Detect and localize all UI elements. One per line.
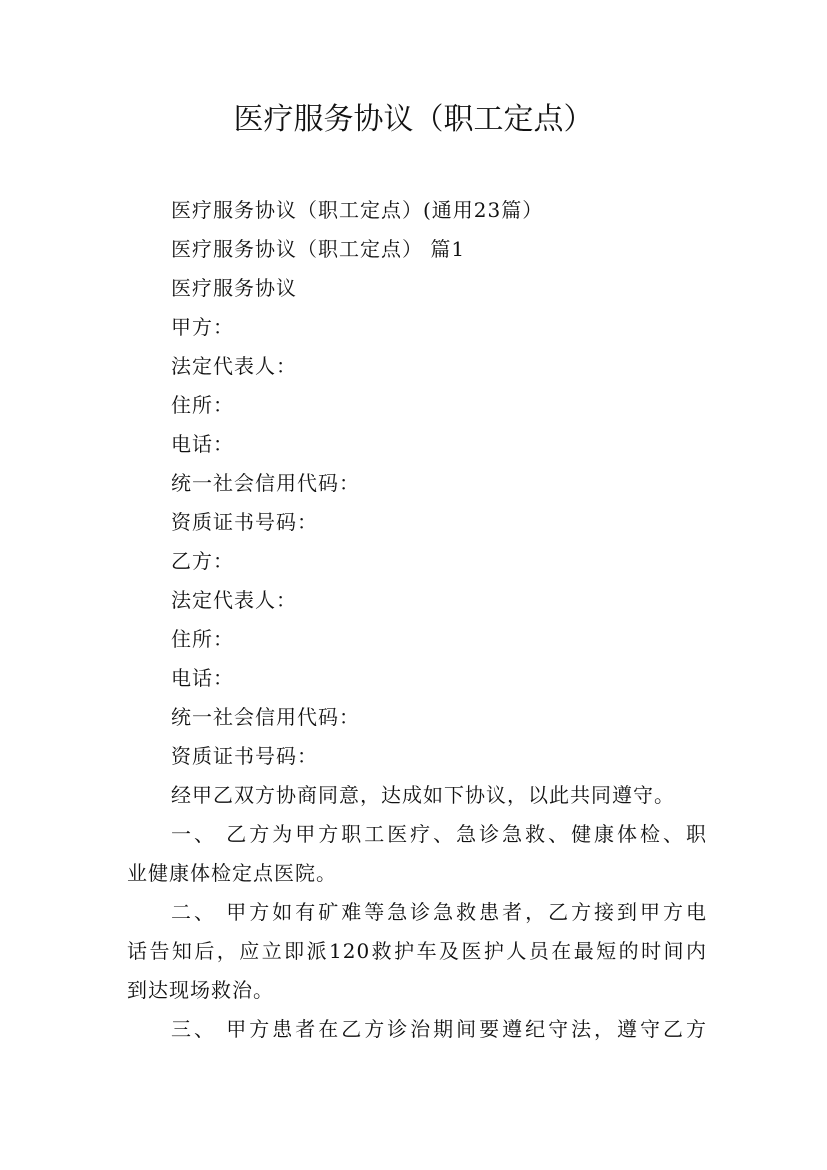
party-b-qualification-label: 资质证书号码：: [171, 744, 318, 768]
clause-2-line-3: 到达现场救治。: [127, 978, 274, 1002]
clause-1-line-1: 一、 乙方为甲方职工医疗、急诊急救、健康体检、职: [171, 822, 707, 846]
agreement-intro-paragraph: 经甲乙双方协商同意，达成如下协议，以此共同遵守。: [171, 783, 675, 807]
party-b-credit-code-label: 统一社会信用代码：: [171, 705, 360, 729]
section-heading: 医疗服务协议（职工定点） 篇1: [171, 237, 466, 261]
clause-1-line-2: 业健康体检定点医院。: [127, 861, 337, 885]
party-a-legal-representative-label: 法定代表人：: [171, 354, 297, 378]
party-b-label: 乙方：: [171, 549, 234, 573]
clause-2-line-2: 话告知后，应立即派120救护车及医护人员在最短的时间内: [127, 939, 707, 963]
party-a-label: 甲方：: [171, 315, 234, 339]
party-a-credit-code-label: 统一社会信用代码：: [171, 471, 360, 495]
clause-2-line-1: 二、 甲方如有矿难等急诊急救患者，乙方接到甲方电: [171, 900, 707, 924]
party-a-address-label: 住所：: [171, 393, 234, 417]
agreement-name: 医疗服务协议: [171, 276, 297, 300]
party-b-phone-label: 电话：: [171, 666, 234, 690]
document-subtitle: 医疗服务协议（职工定点）(通用23篇）: [171, 198, 544, 222]
document-title: 医疗服务协议（职工定点）: [233, 102, 594, 137]
party-b-address-label: 住所：: [171, 627, 234, 651]
clause-3-line-1: 三、 甲方患者在乙方诊治期间要遵纪守法，遵守乙方: [171, 1017, 707, 1041]
party-b-legal-representative-label: 法定代表人：: [171, 588, 297, 612]
document-body: [127, 191, 707, 1049]
party-a-qualification-label: 资质证书号码：: [171, 510, 318, 534]
party-a-phone-label: 电话：: [171, 432, 234, 456]
